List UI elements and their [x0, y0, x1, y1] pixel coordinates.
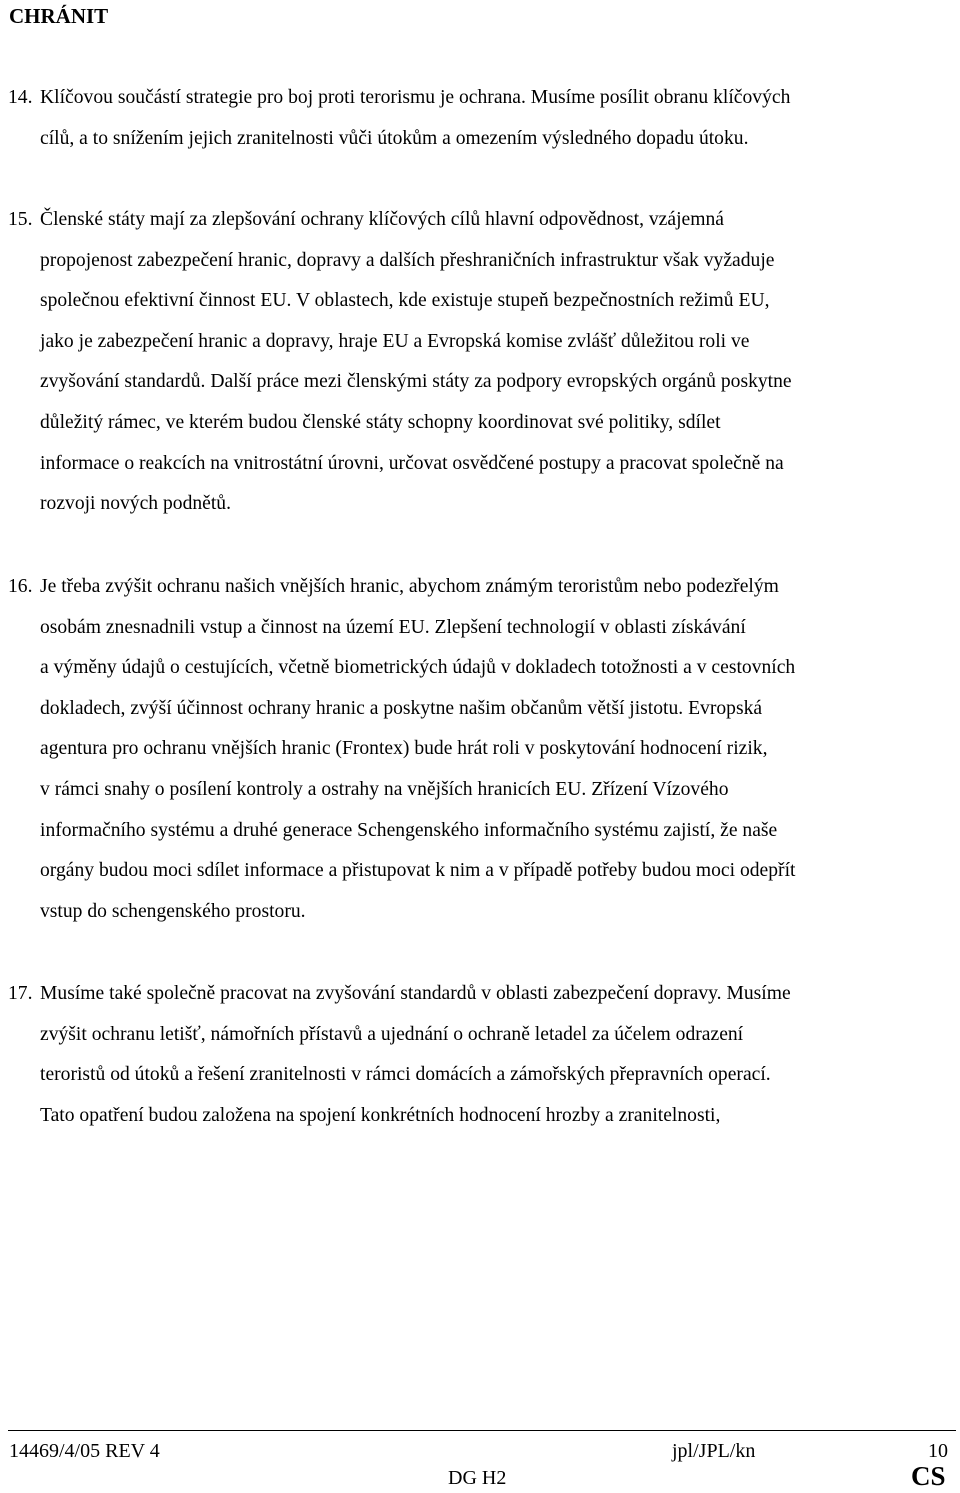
paragraph-line [8, 1015, 956, 1056]
paragraph-line [8, 567, 956, 608]
line-text: informace o reakcích na vnitrostátní úrovni, určovat osvědčené postupy a pracovat společně na [40, 452, 784, 474]
paragraph-line [8, 811, 956, 852]
line-text: společnou efektivní činnost EU. V oblastech, kde existuje stupeň bezpečnostních režimů EU, [40, 290, 770, 312]
line-text: Klíčovou součástí strategie pro boj proti terorismu je ochrana. Musíme posílit obranu klíčových [40, 87, 791, 108]
paragraph-line [8, 241, 956, 282]
footer-document-reference: 14469/4/05 REV 4 [9, 1440, 160, 1462]
line-text: důležitý rámec, ve kterém budou členské státy schopny koordinovat své politiky, sdílet [40, 411, 721, 433]
paragraph-number: 15. [8, 209, 33, 230]
line-text: jako je zabezpečení hranic a dopravy, hraje EU a Evropská komise zvlášť důležitou roli ve [40, 330, 750, 352]
line-text: dokladech, zvýší účinnost ochrany hranic a poskytne našim občanům větší jistotu. Evropská [40, 697, 763, 719]
footer-language-code: CS [911, 1461, 946, 1491]
paragraph-line [8, 851, 956, 892]
paragraph-line [8, 770, 956, 811]
paragraph-line [8, 689, 956, 730]
paragraph-line [8, 362, 956, 403]
line-text: propojenost zabezpečení hranic, dopravy a dalších přeshraničních infrastruktur však vyžaduje [40, 249, 775, 271]
paragraph-15 [8, 200, 956, 525]
paragraph-line [8, 974, 956, 1015]
paragraph-line [8, 403, 956, 444]
line-text: Tato opatření budou založena na spojení konkrétních hodnocení hrozby a zranitelnosti, [40, 1104, 721, 1126]
footer-page-number: 10 [928, 1440, 948, 1462]
paragraph-line [8, 1055, 956, 1096]
paragraph-14 [8, 78, 956, 159]
paragraph-number: 17. [8, 983, 33, 1004]
line-text: a výměny údajů o cestujících, včetně biometrických údajů v dokladech totožnosti a v cestovních [40, 657, 796, 679]
line-text: osobám znesnadnili vstup a činnost na území EU. Zlepšení technologií v oblasti získávání [40, 616, 746, 638]
line-text: v rámci snahy o posílení kontroly a ostrahy na vnějších hranicích EU. Zřízení Vízového [40, 778, 729, 800]
paragraph-line [8, 281, 956, 322]
paragraph-line [8, 608, 956, 649]
line-text: teroristů od útoků a řešení zranitelnosti v rámci domácích a zámořských přepravních operací. [40, 1064, 771, 1086]
paragraph-line [8, 78, 956, 119]
line-text: zvýšit ochranu letišť, námořních přístavů a ujednání o ochraně letadel za účelem odrazení [40, 1023, 744, 1045]
paragraph-line [8, 1096, 956, 1137]
line-text: orgány budou moci sdílet informace a přistupovat k nim a v případě potřeby budou moci odepřít [40, 860, 796, 882]
line-text: cílů, a to snížením jejich zranitelnosti vůči útokům a omezením výsledného dopadu útoku. [40, 127, 749, 149]
line-text: Musíme také společně pracovat na zvyšování standardů v oblasti zabezpečení dopravy. Musíme [40, 983, 791, 1004]
section-heading: CHRÁNIT [9, 4, 109, 28]
paragraph-16 [8, 567, 956, 932]
paragraph-line [8, 729, 956, 770]
paragraph-line [8, 322, 956, 363]
paragraph-number: 16. [8, 576, 33, 597]
line-text: zvyšování standardů. Další práce mezi členskými státy za podpory evropských orgánů poskytne [40, 371, 792, 393]
paragraph-line [8, 444, 956, 485]
line-text: vstup do schengenského prostoru. [40, 900, 306, 922]
footer-divider [8, 1430, 956, 1431]
line-text: rozvoji nových podnětů. [40, 493, 232, 515]
paragraph-line [8, 892, 956, 933]
line-text: informačního systému a druhé generace Schengenského informačního systému zajistí, že naše [40, 819, 778, 841]
line-text: Členské státy mají za zlepšování ochrany klíčových cílů hlavní odpovědnost, vzájemná [40, 209, 724, 230]
paragraph-line [8, 484, 956, 525]
line-text: Je třeba zvýšit ochranu našich vnějších hranic, abychom známým teroristům nebo podezřelým [40, 576, 779, 597]
footer-author-reference: jpl/JPL/kn [672, 1440, 756, 1462]
footer-directorate: DG H2 [448, 1467, 507, 1489]
paragraph-line [8, 200, 956, 241]
paragraph-line [8, 119, 956, 160]
line-text: agentura pro ochranu vnějších hranic (Frontex) bude hrát roli v poskytování hodnocení rizik, [40, 738, 768, 760]
paragraph-number: 14. [8, 87, 33, 108]
paragraph-17 [8, 974, 956, 1136]
paragraph-line [8, 648, 956, 689]
